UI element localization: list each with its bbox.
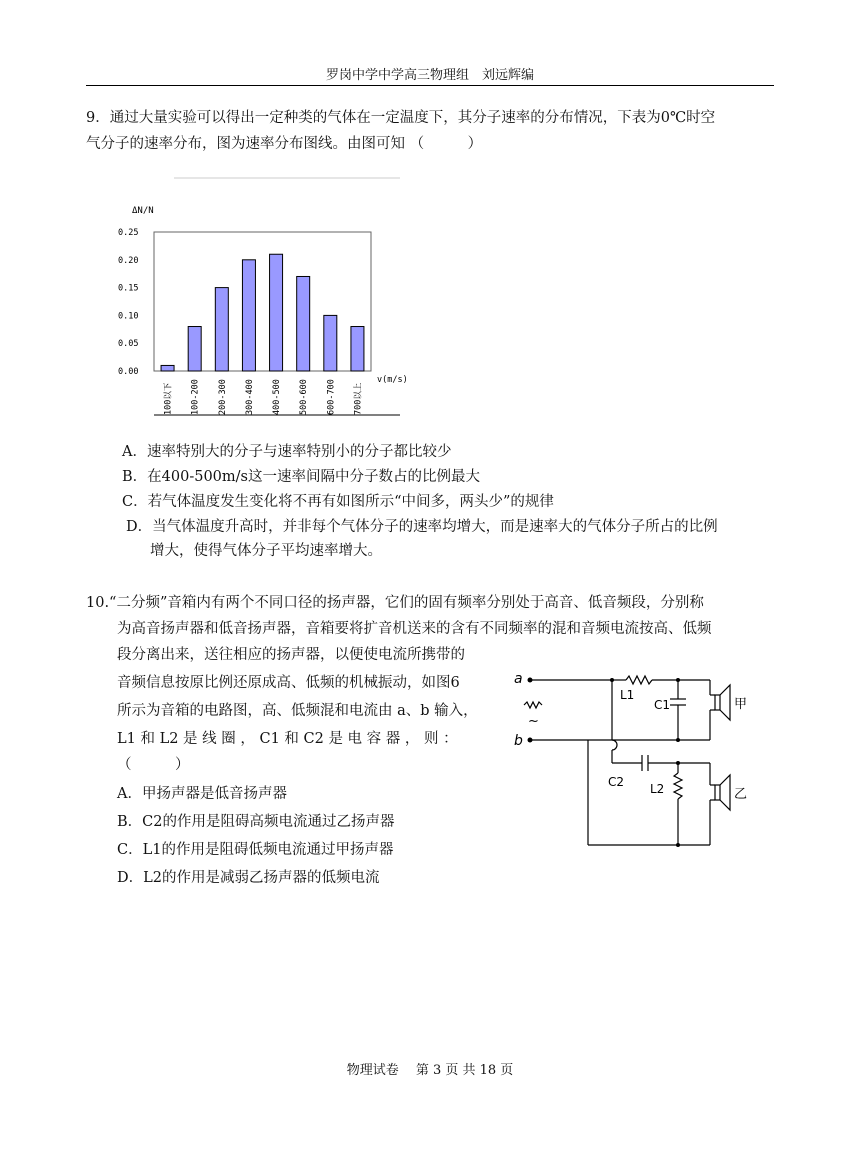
velocity-distribution-chart bbox=[110, 175, 410, 420]
label-wave: ~ bbox=[528, 714, 539, 729]
q10-option-b: B．C2的作用是阻碍高频电流通过乙扬声器 bbox=[117, 814, 395, 830]
y-axis-label: ΔN/N bbox=[132, 206, 154, 216]
q10-stem-line2: 为高音扬声器和低音扬声器，音箱要将扩音机送来的含有不同频率的混和音频电流按高、低频 bbox=[117, 621, 712, 637]
x-tick-label: 500-600 bbox=[299, 379, 310, 415]
q9-option-d-cont: 增大，使得气体分子平均速率增大。 bbox=[150, 543, 382, 559]
q10-stem-line3: 段分离出来，送往相应的扬声器，以便使电流所携带的 bbox=[117, 647, 465, 663]
q9-stem-line2: 气分子的速率分布，图为速率分布图线。由图可知 （ ） bbox=[86, 136, 483, 152]
bar bbox=[161, 365, 174, 371]
header-rule bbox=[86, 85, 774, 86]
bar bbox=[188, 327, 201, 371]
y-tick-label: 0.00 bbox=[118, 367, 139, 377]
y-tick-label: 0.10 bbox=[118, 311, 139, 322]
terminal-b bbox=[528, 738, 533, 743]
page-footer: 物理试卷 第 3 页 共 18 页 bbox=[346, 1063, 514, 1078]
bar bbox=[324, 315, 337, 371]
q10-stem-line7: （ ） bbox=[117, 757, 190, 773]
speaker-crossover-circuit bbox=[510, 665, 770, 850]
page-header: 罗岗中学中学高三物理组 刘远辉编 bbox=[325, 68, 534, 83]
x-tick-label: 400-500 bbox=[272, 379, 283, 415]
y-tick-label: 0.25 bbox=[118, 228, 139, 238]
q9-option-a: A．速率特别大的分子与速率特别小的分子都比较少 bbox=[122, 444, 452, 460]
x-tick-label: 100-200 bbox=[190, 379, 201, 415]
label-a: a bbox=[514, 671, 523, 687]
q9-option-d: D．当气体温度升高时，并非每个气体分子的速率均增大，而是速率大的气体分子所占的比例 bbox=[126, 519, 718, 535]
label-L1: L1 bbox=[620, 688, 635, 702]
q10-stem-line5: 所示为音箱的电路图，高、低频混和电流由 a、b 输入， bbox=[117, 703, 478, 719]
bar bbox=[297, 276, 310, 371]
label-b: b bbox=[514, 733, 523, 749]
q9-option-b: B．在400-500m/s这一速率间隔中分子数占的比例最大 bbox=[122, 469, 480, 485]
x-tick-label: 700以上 bbox=[353, 382, 364, 415]
y-tick-label: 0.15 bbox=[118, 283, 139, 294]
q10-option-a: A．甲扬声器是低音扬声器 bbox=[117, 786, 287, 802]
plot-frame bbox=[154, 232, 371, 371]
label-C1: C1 bbox=[654, 698, 671, 712]
q10-option-d: D．L2的作用是减弱乙扬声器的低频电流 bbox=[117, 870, 380, 886]
label-jia: 甲 bbox=[734, 697, 748, 712]
x-tick-label: 300-400 bbox=[244, 379, 255, 415]
label-C2: C2 bbox=[608, 775, 625, 789]
x-axis-label: v(m/s) bbox=[377, 375, 408, 385]
x-tick-label: 100以下 bbox=[163, 382, 174, 415]
bar bbox=[242, 260, 255, 371]
bar bbox=[351, 327, 364, 371]
bar bbox=[215, 288, 228, 371]
x-tick-label: 200-300 bbox=[217, 379, 228, 415]
q9-stem-line1: 9．通过大量实验可以得出一定种类的气体在一定温度下，其分子速率的分布情况，下表为0℃时空 bbox=[86, 110, 716, 126]
q9-option-c: C．若气体温度发生变化将不再有如图所示“中间多，两头少”的规律 bbox=[122, 494, 554, 510]
q10-stem-line6: L1 和 L2 是 线 圈 ， C1 和 C2 是 电 容 器 ， 则 ： bbox=[117, 731, 458, 747]
bar bbox=[270, 254, 283, 371]
q10-stem-line1: 10.“二分频”音箱内有两个不同口径的扬声器，它们的固有频率分别处于高音、低音频段，分别称 bbox=[86, 595, 704, 611]
label-yi: 乙 bbox=[734, 787, 748, 802]
y-tick-label: 0.05 bbox=[118, 339, 139, 350]
label-L2: L2 bbox=[650, 782, 665, 796]
q10-stem-line4: 音频信息按原比例还原成高、低频的机械振动，如图6 bbox=[117, 675, 460, 691]
x-tick-label: 600-700 bbox=[326, 379, 337, 415]
q10-option-c: C．L1的作用是阻碍低频电流通过甲扬声器 bbox=[117, 842, 394, 858]
terminal-a bbox=[528, 678, 533, 683]
y-tick-label: 0.20 bbox=[118, 255, 139, 266]
